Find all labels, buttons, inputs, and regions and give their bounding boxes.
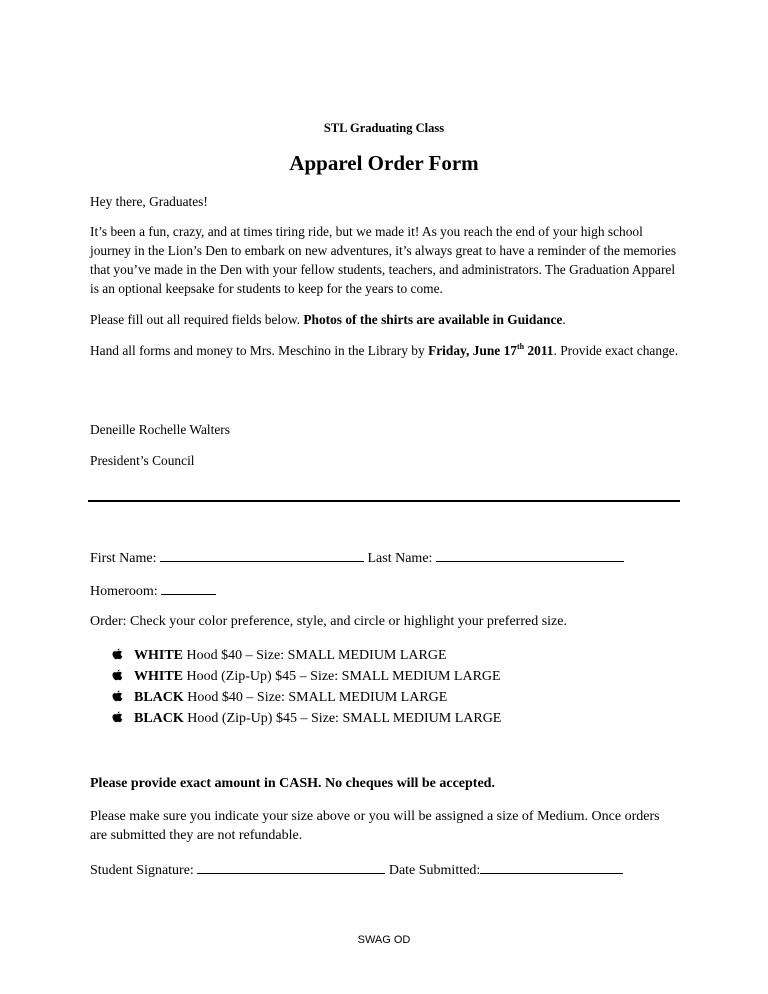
deadline-date <box>428 343 553 358</box>
deadline-date-day: Friday, June 17 <box>428 343 517 358</box>
deadline-text: Hand all forms and money to Mrs. Meschino in the Library by <box>90 343 429 358</box>
footer-text: SWAG OD <box>357 934 411 946</box>
order-option-white-hood[interactable] <box>112 647 447 665</box>
photos-notice: Photos of the shirts are available in Guidance <box>303 312 563 327</box>
order-option-black-hood[interactable] <box>112 689 447 707</box>
deadline-paragraph <box>90 341 680 360</box>
option-color: WHITE <box>134 648 184 663</box>
order-option-white-zip-hood[interactable] <box>112 668 501 686</box>
size-notice: Please make sure you indicate your size above or you will be assigned a size of Medium. Once orders are submitted they are not refundable. <box>90 809 660 843</box>
section-divider <box>88 500 680 502</box>
name-row <box>90 548 624 567</box>
signature-field[interactable] <box>197 860 385 874</box>
first-name-label: First Name: <box>90 551 160 566</box>
signer-title: President’s Council <box>90 453 195 468</box>
homeroom-field[interactable] <box>161 581 216 595</box>
order-option-black-zip-hood[interactable] <box>112 710 501 728</box>
option-color: BLACK <box>134 690 184 705</box>
option-description: Hood $40 – Size: SMALL MEDIUM LARGE <box>183 690 448 705</box>
option-color: BLACK <box>134 711 184 726</box>
date-label: Date Submitted: <box>385 863 481 878</box>
first-name-field[interactable] <box>160 548 364 562</box>
instructions-paragraph <box>90 310 680 329</box>
class-title: STL Graduating Class <box>323 121 445 135</box>
deadline-date-suffix: th <box>516 342 525 351</box>
homeroom-label: Homeroom: <box>90 584 162 599</box>
intro-paragraph: It’s been a fun, crazy, and at times tiring ride, but we made it! As you reach the end of your high school journey in the Lion’s Den to embark on new adventures, it’s always great to have a reminder of the memories that you’ve made in the Den with your fellow students, teachers, and administrators. The Graduation Apparel is an optional keepsake for students to keep for the years to come. <box>90 224 677 296</box>
option-description: Hood (Zip-Up) $45 – Size: SMALL MEDIUM LARGE <box>183 711 502 726</box>
instructions-period: . <box>562 312 566 327</box>
greeting: Hey there, Graduates! <box>90 194 208 209</box>
option-color: WHITE <box>134 669 184 684</box>
last-name-label: Last Name: <box>364 551 436 566</box>
apple-bullet-icon <box>112 690 123 702</box>
homeroom-row <box>90 581 216 600</box>
apple-bullet-icon <box>112 669 123 681</box>
option-description: Hood (Zip-Up) $45 – Size: SMALL MEDIUM LARGE <box>183 669 501 684</box>
date-submitted-field[interactable] <box>480 860 623 874</box>
signature-row <box>90 860 623 879</box>
last-name-field[interactable] <box>436 548 624 562</box>
apple-bullet-icon <box>112 648 123 660</box>
form-title: Apparel Order Form <box>289 151 479 175</box>
apple-bullet-icon <box>112 711 123 723</box>
signature-label: Student Signature: <box>90 863 198 878</box>
cash-notice-text: Please provide exact amount in CASH. No cheques will be accepted. <box>90 776 495 791</box>
instructions-text: Please fill out all required fields below. <box>90 312 304 327</box>
deadline-date-year: 2011 <box>524 343 554 358</box>
option-description: Hood $40 – Size: SMALL MEDIUM LARGE <box>183 648 447 663</box>
cash-notice <box>90 776 495 792</box>
signer-name: Deneille Rochelle Walters <box>90 422 230 437</box>
order-instructions: Order: Check your color preference, style, and circle or highlight your preferred size. <box>90 614 567 629</box>
deadline-end-text: . Provide exact change. <box>553 343 679 358</box>
